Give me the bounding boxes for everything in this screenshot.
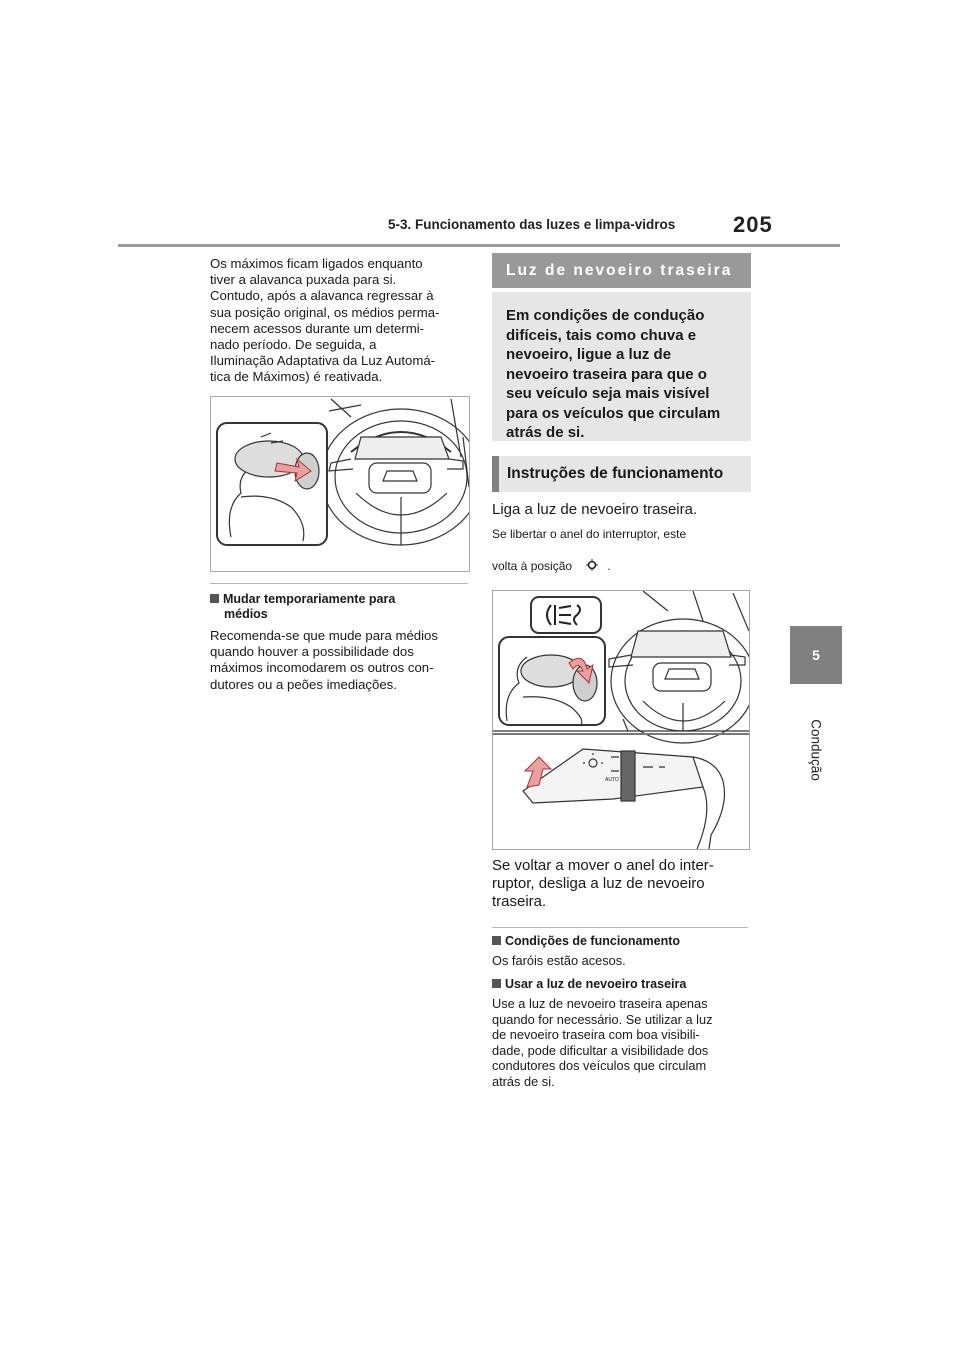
lever-auto-label: AUTO: [605, 777, 619, 783]
conditions-text: Os faróis estão acesos.: [492, 953, 626, 968]
divider: [492, 927, 748, 928]
intro-paragraph: Os máximos ficam ligados enquanto tiver a alavanca puxada para si. Contudo, após a alavanca regressar à sua posição original, os médios perma- necem acessos durante um determi- nado período. De seguida, a Iluminação Adaptativa da Luz Automá- tica de Máximos) é reativada.: [210, 256, 440, 385]
step-text: Liga a luz de nevoeiro traseira.: [492, 501, 698, 518]
chapter-tab: [790, 626, 842, 684]
header-rule: [118, 244, 840, 247]
subheading-conditions: Condições de funcionamento: [492, 934, 680, 949]
fog-off-position-icon: [585, 558, 599, 572]
intro-box: Em condições de condução difíceis, tais como chuva e nevoeiro, ligue a luz de nevoeiro traseira para que o seu veículo seja mais visível para os veículos que circulam atrás de si.: [492, 292, 751, 441]
square-bullet-icon: [492, 979, 501, 988]
section-title: 5-3. Funcionamento das luzes e limpa-vidros: [388, 217, 676, 232]
subheading-usage: Usar a luz de nevoeiro traseira: [492, 977, 686, 992]
note-line: Se libertar o anel do interruptor, este: [492, 527, 687, 541]
note-line: volta à posição .: [492, 559, 611, 573]
chapter-number: 5: [812, 647, 820, 663]
usage-text: Use a luz de nevoeiro traseira apenas quando for necessário. Se utilizar a luz de nevoeiro traseira com boa visibili- dade, pode dificultar a visibilidade dos condutores dos veículos que circulam atrás de si.: [492, 996, 713, 1089]
section-bar: Luz de nevoeiro traseira: [492, 253, 751, 288]
instructions-heading: Instruções de funcionamento: [492, 456, 751, 492]
off-text: Se voltar a mover o anel do inter- ruptor, desliga a luz de nevoeiro traseira.: [492, 857, 714, 910]
chapter-label: Condução: [808, 719, 824, 781]
page-number: 205: [733, 212, 773, 237]
low-beam-paragraph: Recomenda-se que mude para médios quando houver a possibilidade dos máximos incomodarem os outros con- dutores ou a peões imediações.: [210, 628, 438, 692]
square-bullet-icon: [210, 594, 219, 603]
square-bullet-icon: [492, 936, 501, 945]
subheading-low-beam: Mudar temporariamente para médios: [210, 592, 472, 622]
rear-fog-light-lever-illustration: [492, 590, 750, 850]
divider: [210, 583, 468, 584]
high-beam-lever-illustration: [210, 396, 470, 572]
